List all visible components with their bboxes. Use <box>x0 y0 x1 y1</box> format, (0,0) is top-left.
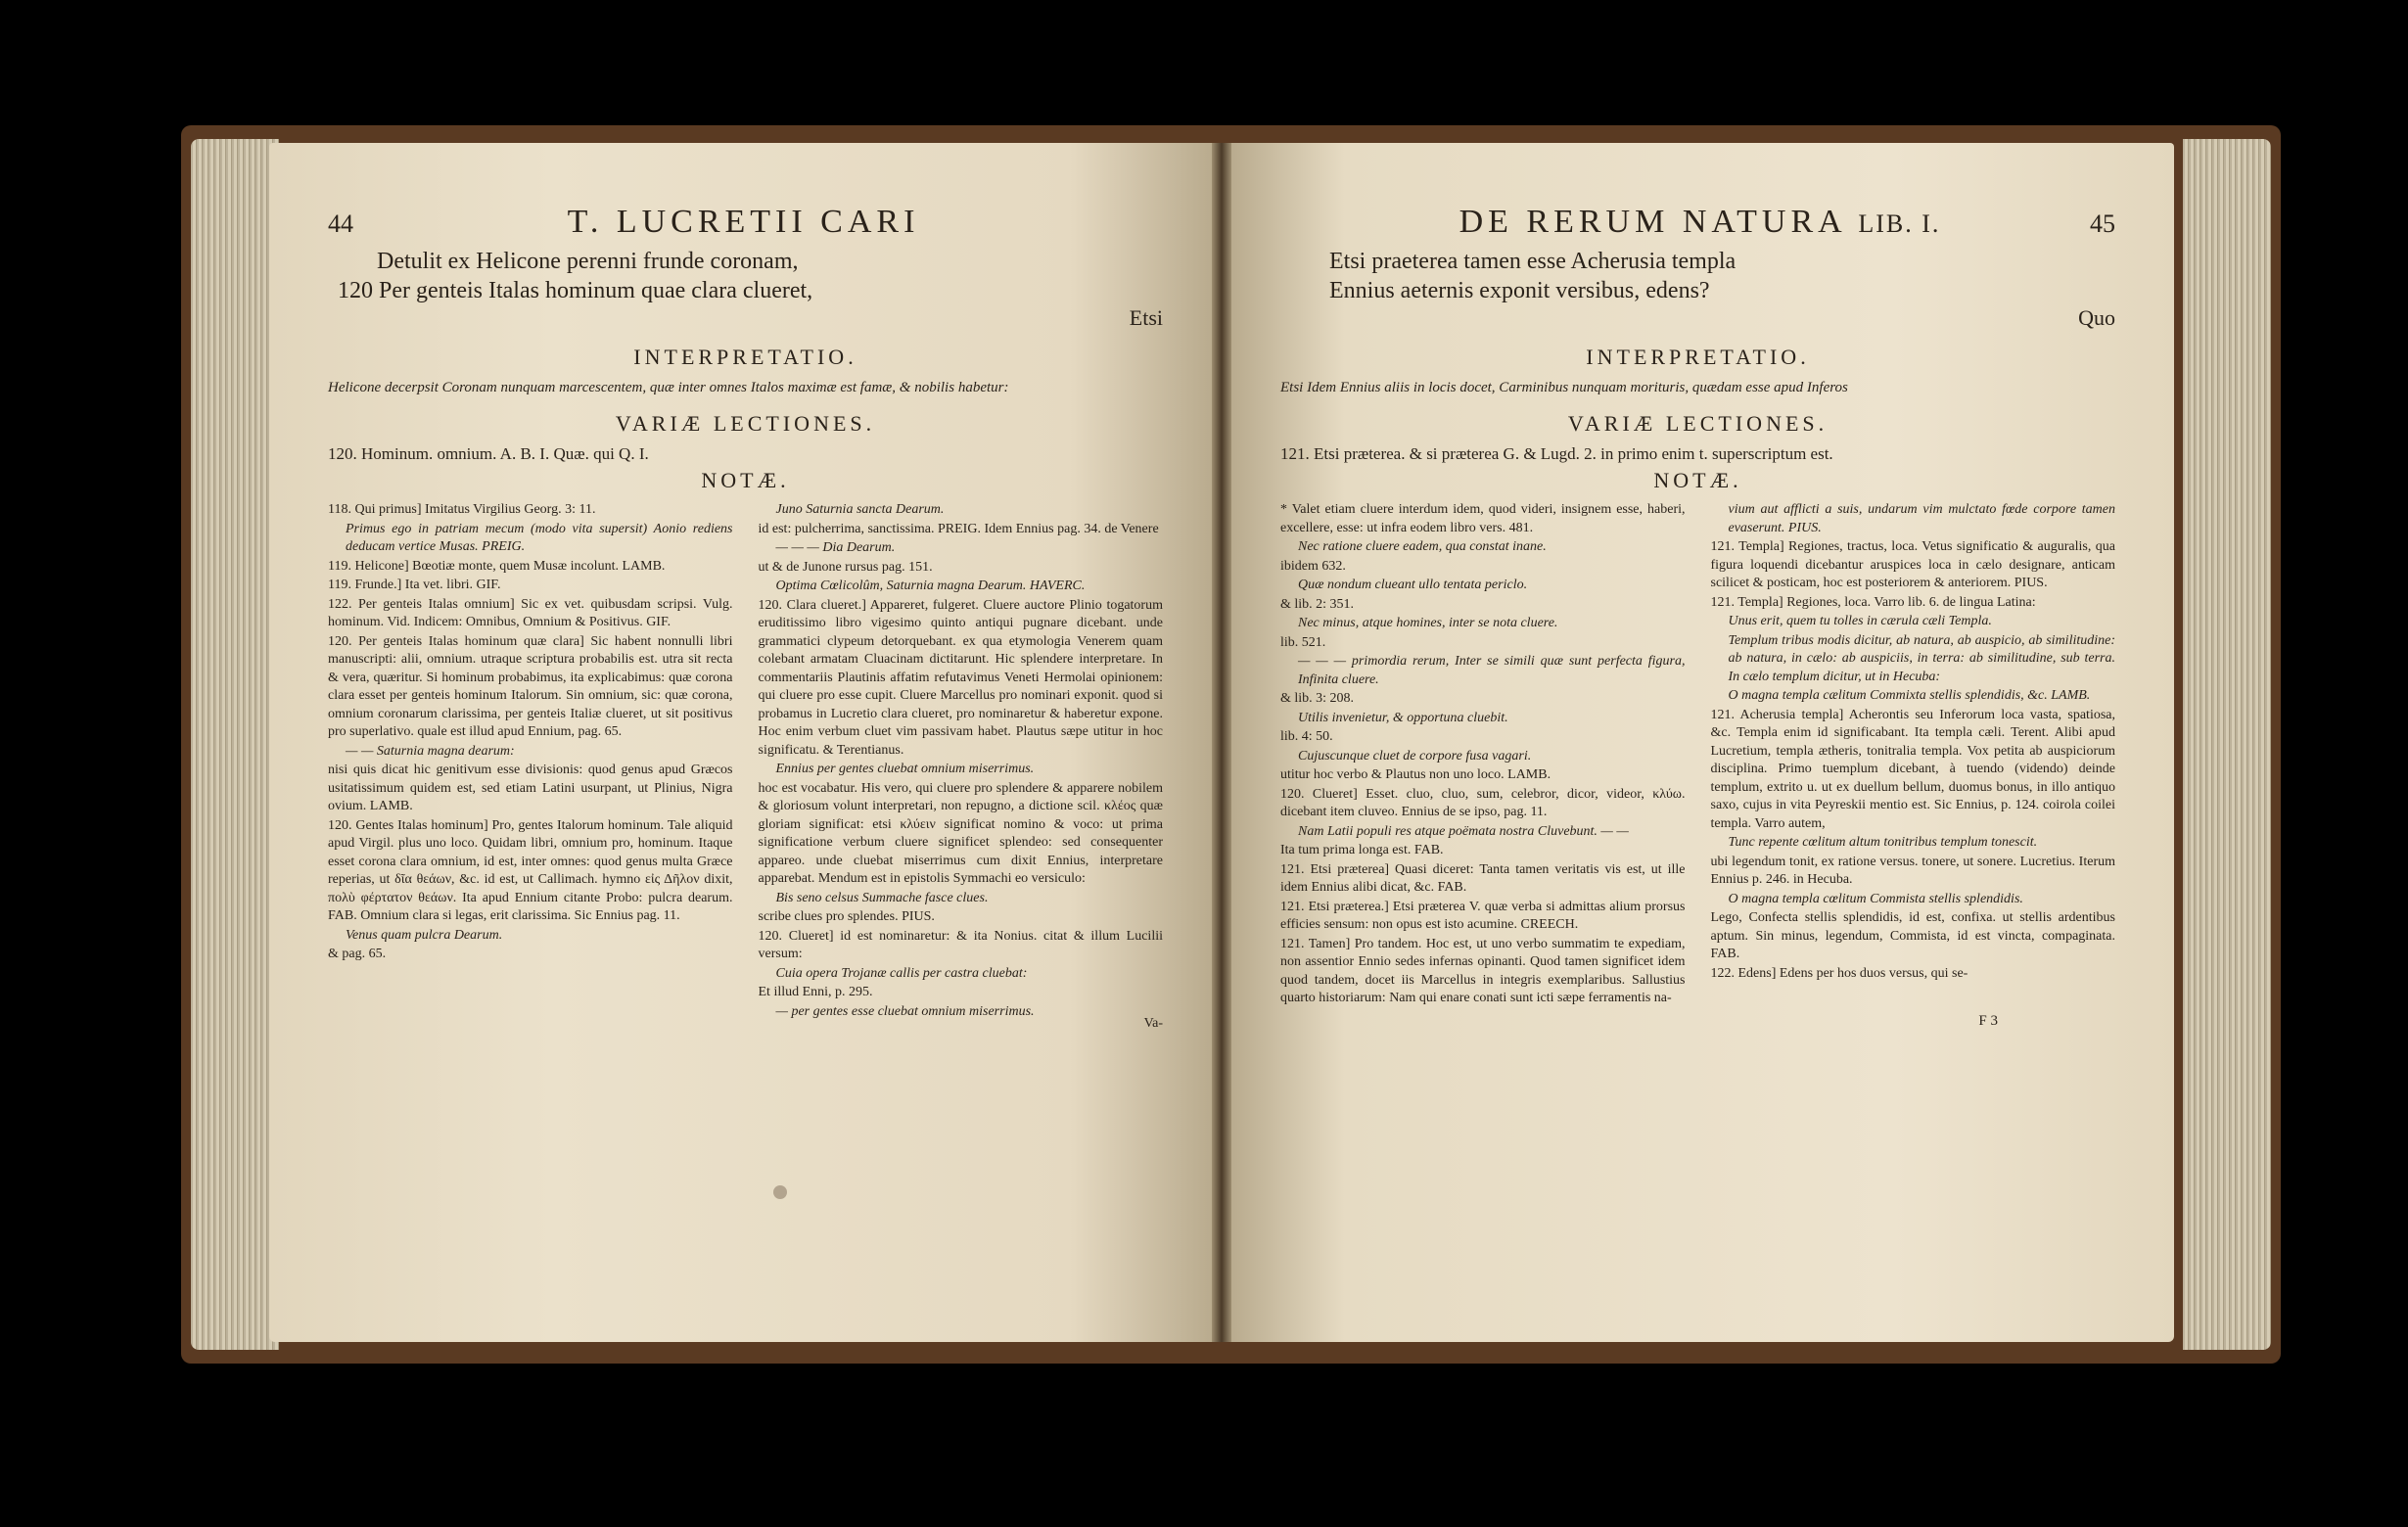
right-interpretatio-text: Etsi Idem Ennius aliis in locis docet, Carminibus nunquam morituris, quædam esse apud Inferos <box>1280 380 1848 395</box>
note-paragraph: — — — primordia rerum, Inter se simili quæ sunt perfecta figura, Infinita cluere. <box>1298 654 1686 687</box>
right-notes-col2 <box>1711 501 2116 1009</box>
ink-spot <box>773 1185 787 1199</box>
note-paragraph: Ita tum prima longa est. FAB. <box>1280 843 1444 857</box>
note-paragraph: Tunc repente cœlitum altum tonitribus templum tonescit. <box>1728 835 2038 850</box>
note-paragraph: & lib. 2: 351. <box>1280 596 1355 612</box>
right-notae-heading: NOTÆ. <box>1653 468 1742 492</box>
right-page-edges <box>2183 139 2271 1350</box>
note-paragraph: 120. Gentes Italas hominum] Pro, gentes Italorum hominum. Tale aliquid apud Virgil. plus uno loco. Quidam libri, omnium pro, hominum. Itaque esset corona clara omnium, id est, inter omnes: quod genus multa Græce reperias, ut δῖα θεάων, &c. id est, ut Callimach. hymno εἰς Δῆλον dixit, πολὺ φέρτατον θεάων. Ita apud Ennium citante Probo: pulcra dearum. FAB. Omnium clara si legas, erit clarissima. Sic Ennius pag. 11. <box>328 817 733 923</box>
note-paragraph: Primus ego in patriam mecum (modo vita supersit) Aonio rediens deducam vertice Musas. PREIG. <box>346 521 733 554</box>
note-paragraph: O magna templa cœlitum Commista stellis splendidis. <box>1728 891 2023 906</box>
note-paragraph: 120. Clueret] Esset. cluo, cluo, sum, celebror, dicor, videor, κλύω. dicebant item cluveo. Ennius de se ipso, pag. 11. <box>1280 786 1686 819</box>
note-paragraph: ut & de Junone rursus pag. 151. <box>758 559 933 575</box>
note-paragraph: Cuia opera Trojanæ callis per castra cluebat: <box>775 965 1028 981</box>
note-paragraph: 121. Acherusia templa] Acherontis seu Inferorum loca vasta, spatiosa, &c. Templa enim id significabant. Ita templa cæli. Terent. Alibi apud Lucretium, templa ætheris, tonitralia templa. Vox petita ab auspiciorum disciplina. Primo tuemplum dicebant, à tuendo (videndo) deinde templum, extrito u. ut ex duellum bellum, duomus bonus, in illo antiquo saxo, cujus in vita Peyreskii mentio est. Sic Ennius, p. 124. coirola coilei templa. Varro autem, <box>1710 707 2115 831</box>
note-paragraph: O magna templa cælitum Commixta stellis splendidis, &c. LAMB. <box>1728 688 2091 703</box>
note-paragraph: Quæ nondum clueant ullo tentata periclo. <box>1298 578 1528 592</box>
note-paragraph: lib. 521. <box>1280 634 1326 650</box>
note-paragraph: 122. Edens] Edens per hos duos versus, qui se- <box>1710 965 1968 981</box>
open-book <box>181 125 2281 1364</box>
note-paragraph: ibidem 632. <box>1280 558 1346 574</box>
book-gutter <box>1212 143 1231 1342</box>
verse-line: Detulit ex Helicone perenni frunde coronam, <box>377 249 799 274</box>
note-paragraph: 121. Etsi præterea.] Etsi præterea V. quæ verba si admittas alium prorsus efficies sensum: non opus est isto acumine. CREECH. <box>1280 899 1686 932</box>
note-paragraph: 121. Templa] Regiones, tractus, loca. Vetus significatio & auguralis, qua figura loquendi dicebantur aruspices loca in cælo designare, anticam scilicet & posticam, hoc est posteriorem & anteriorem. PIUS. <box>1710 539 2115 590</box>
note-paragraph: — per gentes esse cluebat omnium miserrimus. <box>775 1003 1035 1019</box>
note-paragraph: utitur hoc verbo & Plautus non uno loco. LAMB. <box>1280 767 1551 782</box>
note-paragraph: Unus erit, quem tu tolles in cærula cæli Templa. <box>1728 614 1992 628</box>
left-page-edges <box>191 139 279 1350</box>
left-col2-catchword: Va- <box>1143 1016 1163 1031</box>
note-paragraph: Nec minus, atque homines, inter se nota cluere. <box>1298 616 1558 630</box>
left-page-number: 44 <box>328 209 353 238</box>
note-paragraph: Nec ratione cluere eadem, qua constat inane. <box>1298 539 1547 554</box>
right-variae-text: 121. Etsi præterea. & si præterea G. & Lugd. 2. in primo enim t. superscriptum est. <box>1280 444 1833 463</box>
note-paragraph: 121. Tamen] Pro tandem. Hoc est, ut uno verbo summatim te expediam, non assentior Ennio sedes infernas opinanti. Quod tamen significet idem quod tandem, docet iis Marcellus in integris exemplaribus. Sallustius quarto historiarum: Nam qui enare conati sunt icti sæpe ferramentis na- <box>1280 936 1686 1005</box>
left-notes-col1 <box>328 501 733 1022</box>
verse-line: 120 Per genteis Italas hominum quae clara clueret, <box>338 278 813 303</box>
note-paragraph: — — — Dia Dearum. <box>775 540 896 555</box>
note-paragraph: Templum tribus modis dicitur, ab natura, ab auspicio, ab similitudine: ab natura, in cælo: ab auspiciis, in terra: ab similitudine, sub terra. In cælo templum dicitur, ut in Hecuba: <box>1728 632 2115 684</box>
verse-line: Ennius aeternis exponit versibus, edens? <box>1329 278 1710 303</box>
note-paragraph: lib. 4: 50. <box>1280 729 1333 744</box>
left-running-head <box>328 204 1163 241</box>
note-paragraph: * Valet etiam cluere interdum idem, quod videri, insignem esse, haberi, excellere, esse: ut infra eodem libro vers. 481. <box>1280 502 1686 535</box>
left-interpretatio-text: Helicone decerpsit Coronam nunquam marcescentem, quæ inter omnes Italos maximæ est famæ, & nobilis habetur: <box>328 380 1009 395</box>
left-notae-heading: NOTÆ. <box>701 468 790 492</box>
note-paragraph: ubi legendum tonit, ex ratione versus. tonere, ut sonere. Lucretius. Iterum Ennius p. 246. in Hecuba. <box>1710 854 2115 887</box>
right-page-number: 45 <box>2089 209 2115 238</box>
right-interpretatio-heading: INTERPRETATIO. <box>1586 345 1810 369</box>
right-verse <box>1280 247 2115 305</box>
right-running-title-text: DE RERUM NATURA <box>1459 204 1845 240</box>
note-paragraph: — — Saturnia magna dearum: <box>346 743 515 759</box>
note-paragraph: 119. Helicone] Bœotiæ monte, quem Musæ incolunt. LAMB. <box>328 558 666 574</box>
note-paragraph: 122. Per genteis Italas omnium] Sic ex vet. quibusdam scripsi. Vulg. hominum. Vid. Indicem: Omnibus, Omnium & Positivus. GIF. <box>328 596 733 629</box>
note-paragraph: vium aut afflicti a suis, undarum vim mulctato fœde corpore tamen evaserunt. PIUS. <box>1728 502 2115 535</box>
right-variae-heading: VARIÆ LECTIONES. <box>1567 411 1829 436</box>
right-running-book: LIB. I. <box>1858 209 1941 238</box>
left-notes-col2 <box>759 501 1164 1022</box>
verse-line: Etsi praeterea tamen esse Acherusia templa <box>1329 249 1737 274</box>
note-paragraph: Optima Cœlicolûm, Saturnia magna Dearum. HAVERC. <box>775 578 1086 593</box>
note-paragraph: hoc est vocabatur. His vero, qui cluere pro splendere & apparere nobilem & gloriosum volunt interpretari, non repugno, a dictione scil. κλέος quæ gloriam significat: etsi κλύειν significat nomino & voco: ut prima significatione verbum cluere significet splendeo: sed consequenter appareo. unde cluebat miserrimus cum dixit Ennius, interpretare apparebat. Mendum est in epistolis Symmachi eo versiculo: <box>758 780 1163 886</box>
note-paragraph: Utilis invenietur, & opportuna cluebit. <box>1298 710 1508 725</box>
note-paragraph: Lego, Confecta stellis splendidis, id est, confixa. ut stellis ardentibus aptum. Sin minus, legendum, Commista, id est vincta, compaginata. FAB. <box>1710 910 2115 961</box>
note-paragraph: Et illud Enni, p. 295. <box>758 985 873 999</box>
note-paragraph: Venus quam pulcra Dearum. <box>346 927 503 943</box>
note-paragraph: 121. Etsi præterea] Quasi diceret: Tanta tamen veritatis vis est, ut ille idem Ennius alibi dicat, &c. FAB. <box>1280 861 1686 895</box>
note-paragraph: 119. Frunde.] Ita vet. libri. GIF. <box>328 578 501 592</box>
note-paragraph: 121. Templa] Regiones, loca. Varro lib. 6. de lingua Latina: <box>1710 594 2036 610</box>
left-interpretatio-heading: INTERPRETATIO. <box>633 345 857 369</box>
right-running-title <box>1459 204 1941 241</box>
note-paragraph: id est: pulcherrima, sanctissima. PREIG. Idem Ennius pag. 34. de Venere <box>758 521 1159 536</box>
right-signature-mark: F 3 <box>1978 1012 1998 1029</box>
left-page <box>269 143 1212 1342</box>
note-paragraph: nisi quis dicat hic genitivum esse divisionis: quod genus apud Græcos usitatissimum quidem est, sed etiam Latini usurpant, ut Plinius, Nigra ovium. LAMB. <box>328 763 733 813</box>
note-paragraph: & pag. 65. <box>328 947 387 961</box>
note-paragraph: Bis seno celsus Summache fasce clues. <box>775 890 989 905</box>
note-paragraph: 120. Per genteis Italas hominum quæ clara] Sic habent nonnulli libri manuscripti: alii, omnium. utraque scriptura probabilis est. utra sit recta & vera, quæritur. Si hominum probabimus, ita explicabimus: quæ corona clara esset per genteis hominum Italorum. Sin omnium, sic: quæ corona, omnium coronarum clarissima, per genteis Italiæ clueret, ut sit positivus pro superlativo. quale est illud apud Ennium, pag. 65. <box>328 633 733 739</box>
right-notes-columns <box>1280 501 2115 1009</box>
left-notes-columns <box>328 501 1163 1022</box>
left-catchword: Etsi <box>1129 305 1163 330</box>
note-paragraph: & lib. 3: 208. <box>1280 691 1355 706</box>
note-paragraph: Juno Saturnia sancta Dearum. <box>775 502 945 517</box>
right-running-head <box>1280 204 2115 241</box>
note-paragraph: Ennius per gentes cluebat omnium miserrimus. <box>775 762 1035 776</box>
note-paragraph: Nam Latii populi res atque poëmata nostra Cluvebunt. — — <box>1298 823 1629 839</box>
note-paragraph: scribe clues pro splendes. PIUS. <box>758 909 935 924</box>
left-verse <box>328 247 1163 305</box>
note-paragraph: 118. Qui primus] Imitatus Virgilius Georg. 3: 11. <box>328 502 596 517</box>
right-catchword: Quo <box>2078 305 2115 330</box>
left-running-title: T. LUCRETII CARI <box>567 204 920 240</box>
left-variae-heading: VARIÆ LECTIONES. <box>615 411 876 436</box>
left-variae-text: 120. Hominum. omnium. A. B. I. Quæ. qui Q. I. <box>328 444 649 463</box>
right-notes-col1 <box>1280 501 1686 1009</box>
right-page <box>1231 143 2174 1342</box>
note-paragraph: 120. Clueret] id est nominaretur: & ita Nonius. citat & illum Lucilii versum: <box>758 928 1163 961</box>
note-paragraph: 120. Clara clueret.] Appareret, fulgeret. Cluere auctore Plinio togatorum eruditissimo libro vigesimo quinto antiqui pugnare dicebant. unde grammatici clypeum detorquebant. ex qua etymologia Venerem quam colebant armatam Cluacinam dictitarunt. Hic splendere interpretare. In commentariis Plautinis affatim refutavimus Veneti Hermolai opinionem: qui cluere pro esse cupit. Cluere Marcellus pro nominari exponit. quod si probamus in Lucretio clara clueret, pro nominaretur & haberetur expone. Hoc enim verbum cluet vim passivam habet. Plautus sæpe utitur in hoc significatu. & Terentianus. <box>758 597 1163 758</box>
note-paragraph: Cujuscunque cluet de corpore fusa vagari. <box>1298 748 1532 764</box>
